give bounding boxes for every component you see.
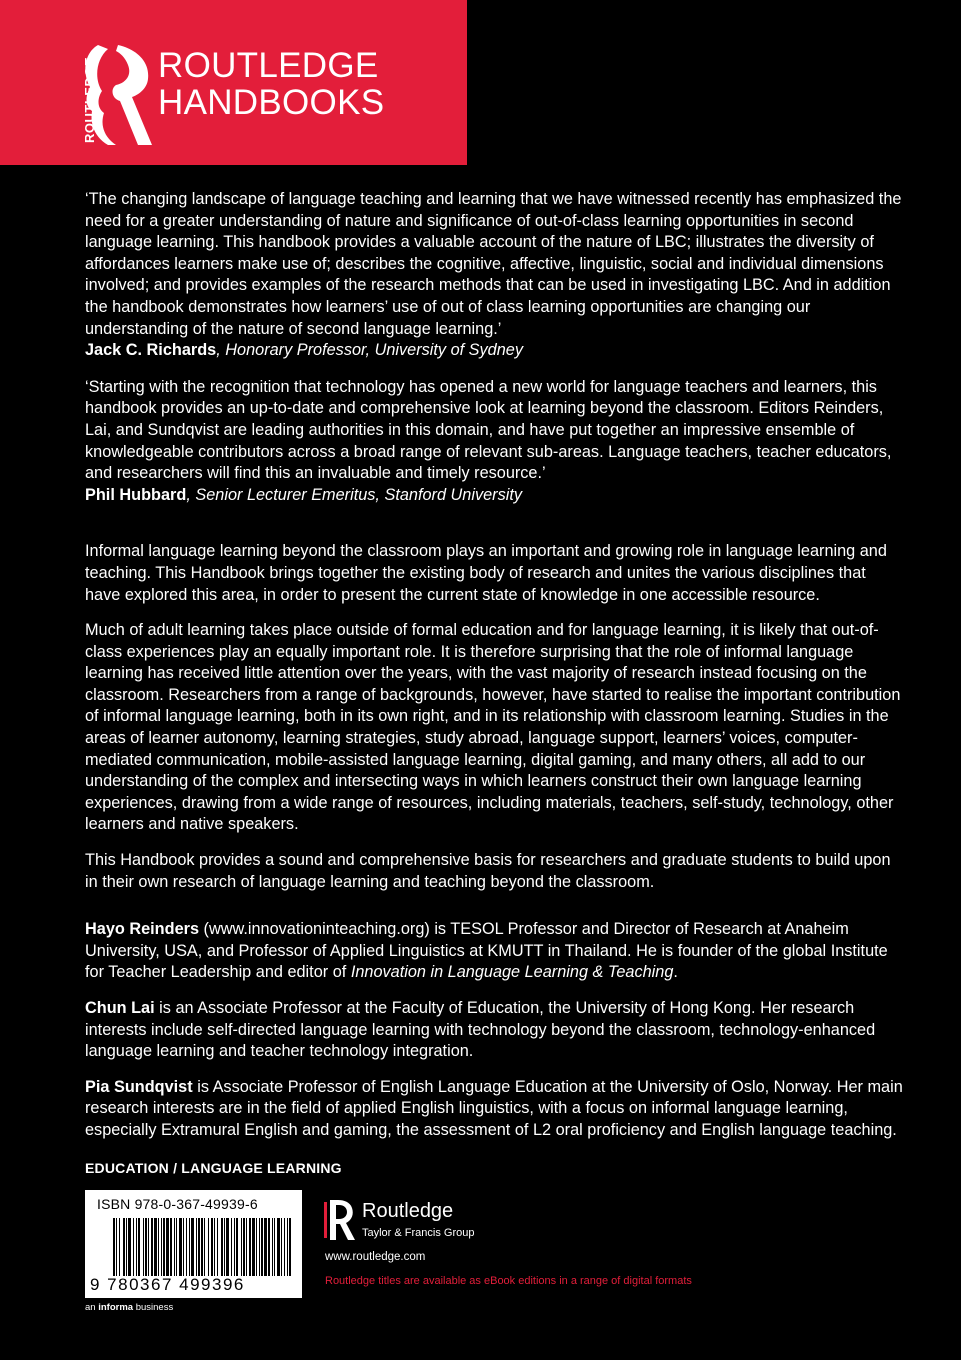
barcode-bar <box>189 1218 190 1276</box>
barcode-bar <box>201 1218 203 1276</box>
barcode-bar <box>119 1218 120 1276</box>
barcode-bar <box>234 1218 235 1276</box>
quote-affiliation: , Honorary Professor, University of Sydney <box>216 341 523 360</box>
barcode-bar <box>287 1218 288 1276</box>
barcode-bar <box>179 1218 182 1276</box>
subject-category: EDUCATION / LANGUAGE LEARNING <box>85 1160 342 1176</box>
editor-name: Chun Lai <box>85 999 155 1017</box>
barcode-bar <box>148 1218 149 1276</box>
barcode-bar <box>241 1218 242 1276</box>
barcode-bar <box>224 1218 225 1276</box>
routledge-r-logo-icon <box>322 1196 356 1244</box>
endorsement-quote <box>85 189 903 362</box>
barcode-bar <box>217 1218 218 1276</box>
barcode-bar <box>116 1218 117 1276</box>
barcode-bar <box>128 1218 131 1276</box>
barcode-bar <box>174 1218 175 1276</box>
barcode-bar <box>249 1218 251 1276</box>
isbn-label: ISBN 978-0-367-49939-6 <box>97 1196 258 1212</box>
barcode-bar <box>198 1218 200 1276</box>
barcode-bar <box>133 1218 134 1276</box>
barcode-bar <box>259 1218 260 1276</box>
barcode-bar <box>123 1218 125 1276</box>
barcode-bar <box>226 1218 229 1276</box>
publisher-website[interactable]: www.routledge.com <box>325 1251 426 1263</box>
barcode-bar <box>151 1218 153 1276</box>
informa-prefix: an <box>85 1302 99 1313</box>
bio-text: is an Associate Professor at the Faculty of Education, the University of Hong Kong. Her research interests include self-directed language learning with technology beyond the classroom, technology-enhanced language learning and teacher technology integration. <box>85 999 876 1061</box>
barcode-bar <box>272 1218 273 1276</box>
barcode-bar <box>136 1218 137 1276</box>
series-title <box>158 47 384 121</box>
barcode-bar <box>246 1218 247 1276</box>
barcode-bar <box>274 1218 275 1276</box>
barcode-bar <box>183 1218 184 1276</box>
barcode-bar <box>113 1218 115 1276</box>
publisher-name: Routledge <box>362 1200 454 1222</box>
barcode-bar <box>214 1218 215 1276</box>
barcode-bar <box>221 1218 223 1276</box>
quote-author: Phil Hubbard <box>85 485 187 504</box>
barcode-bar <box>268 1218 270 1276</box>
barcode-bar <box>281 1218 282 1276</box>
barcode-bar <box>211 1218 213 1276</box>
vertical-brand-word: ROUTLEDGE <box>82 56 97 143</box>
publisher-group: Taylor & Francis Group <box>362 1227 475 1239</box>
barcode-bar <box>236 1218 238 1276</box>
barcode-bar <box>277 1218 280 1276</box>
informa-word: informa <box>98 1302 134 1313</box>
barcode-bar <box>264 1218 267 1276</box>
series-title-line2: HANDBOOKS <box>158 83 385 122</box>
barcode-bar <box>284 1218 285 1276</box>
quote-text: ‘Starting with the recognition that technology has opened a new world for language teachers and learners, this handbook provides an up-to-date and comprehensive look at learning beyond the classroom. Editors Reinders, Lai, and Sundqvist are leading authorities in this domain, and have put together an impressive ensemble of knowledgeable contributors across a broad range of relevant sub-areas. Language teachers, teacher educators, and researchers will find this an invaluable and timely resource.’ <box>85 377 892 483</box>
barcode-panel <box>85 1190 302 1298</box>
ebook-note: Routledge titles are available as eBook editions in a range of digital formats <box>325 1275 692 1287</box>
barcode-bar <box>231 1218 232 1276</box>
editor-name: Hayo Reinders <box>85 920 200 939</box>
barcode-bar <box>208 1218 209 1276</box>
description-paragraph: Much of adult learning takes place outside of formal education and for language learning, it is likely that out-of-class experiences play an equally important role. It is therefore surprising that the role of informal language learning has received little attention over the years, with the vast majority of research instead focusing on the classroom. Researchers from a range of backgrounds, however, have started to realise the important contribution of informal language learning, both in its own right, and in its relationship with classroom learning. Studies in the areas of learner autonomy, learning strategies, study abroad, language support, learners’ voices, computer-mediated communication, mobile-assisted language learning, digital gaming, and many others, all add to our understanding of the complex and intersecting ways in which learners construct their own language learning experiences, drawing from a wide range of resources, including materials, teachers, self-study, technology, other learners and native speakers. <box>85 621 901 834</box>
quote-text: ‘The changing landscape of language teaching and learning that we have witnessed recently has emphasized the need for a greater understanding of nature and significance of out-of-class learning opportunities in second language learning. This handbook provides a valuable account of the nature of LBC; illustrates the diversity of affordances learners make use of; describes the cognitive, affective, linguistic, social and individual dimensions involved; and provides examples of the research methods that can be used in investigating LBC. And in addition the handbook demonstrates how learners’ use of out of class learning opportunities are changing our understanding of the nature of second language learning.’ <box>85 190 902 338</box>
barcode-bar <box>191 1218 194 1276</box>
bio-text: (www.innovationinteaching.org) is TESOL Professor and Director of Research at Anaheim University, USA, and Professor of Applied Linguistics at KMUTT in Thailand. He is founder of the global Institute for Teacher Leadership and editor of <box>85 920 888 982</box>
barcode-bars <box>113 1218 291 1276</box>
barcode-bar <box>252 1218 255 1276</box>
series-title-line1: ROUTLEDGE <box>158 46 379 85</box>
description-paragraph: Informal language learning beyond the classroom plays an important and growing role in language learning and teaching. This Handbook brings together the existing body of research and unites the various disciplines that have explored this area, in order to present the current state of knowledge in one accessible resource. <box>85 542 887 604</box>
bio-end: . <box>673 963 678 982</box>
endorsement-quote <box>85 377 903 507</box>
barcode-bar <box>289 1218 291 1276</box>
barcode-bar <box>261 1218 263 1276</box>
journal-title: Innovation in Language Learning & Teaching <box>350 963 674 982</box>
editor-name: Pia Sundqvist <box>85 1077 193 1096</box>
barcode-bar <box>145 1218 147 1276</box>
barcode-bar <box>126 1218 127 1276</box>
back-cover-text <box>85 189 903 1156</box>
barcode-bar <box>166 1218 169 1276</box>
informa-suffix: business <box>133 1302 174 1313</box>
barcode-bar <box>158 1218 159 1276</box>
barcode-bar <box>154 1218 157 1276</box>
editor-bio <box>85 919 903 984</box>
barcode-bar <box>256 1218 257 1276</box>
quote-author: Jack C. Richards <box>85 341 217 360</box>
quote-affiliation: , Senior Lecturer Emeritus, Stanford University <box>186 485 523 504</box>
barcode-bar <box>204 1218 205 1276</box>
barcode-bar <box>138 1218 140 1276</box>
barcode-bar <box>143 1218 144 1276</box>
ean-number: 9 780367 499396 <box>90 1275 245 1294</box>
barcode-bar <box>163 1218 165 1276</box>
barcode-bar <box>243 1218 245 1276</box>
header-banner <box>0 0 467 165</box>
barcode-bar <box>196 1218 197 1276</box>
barcode-bar <box>186 1218 187 1276</box>
barcode-bar <box>170 1218 172 1276</box>
informa-business <box>85 1302 173 1313</box>
description-paragraph: This Handbook provides a sound and comprehensive basis for researchers and graduate students to build upon in their own research of language learning and teaching beyond the classroom. <box>85 851 891 891</box>
editor-bio <box>85 1077 903 1142</box>
barcode-bar <box>161 1218 162 1276</box>
barcode-bar <box>176 1218 177 1276</box>
bio-text: is Associate Professor of English Language Education at the University of Oslo, Norway. Her main research interests are in the field of applied English linguistics, with a focus on informal language learning, especially Extramural English and gaming, the assessment of L2 oral proficiency and English language teaching. <box>85 1077 903 1139</box>
editor-bio <box>85 998 903 1063</box>
